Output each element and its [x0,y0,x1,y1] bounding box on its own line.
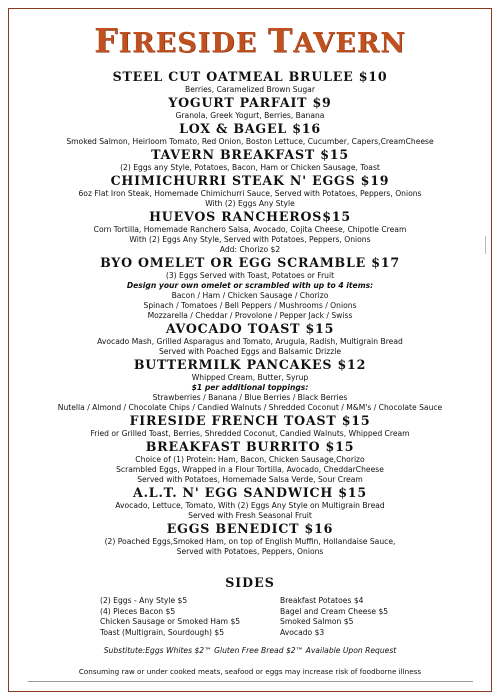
item-desc: Served with Poached Eggs and Balsamic Drizzle [158,347,342,356]
item-name: HUEVOS RANCHEROS$15 [149,209,351,224]
side-item: (4) Pieces Bacon $5 [100,606,176,616]
item-desc: With (2) Eggs Any Style [205,199,295,208]
item-desc: Served with Potatoes, Peppers, Onions [176,547,324,556]
menu-item [18,485,482,521]
item-desc: Mozzarella / Cheddar / Provolone / Pepper Jack / Swiss [147,311,353,320]
item-desc: Bacon / Ham / Chicken Sausage / Chorizo [171,291,329,300]
side-item: (2) Eggs - Any Style $5 [100,596,188,605]
item-name: STEEL CUT OATMEAL BRULEE $10 [112,69,388,84]
item-desc: Served with Fresh Seasonal Fruit [188,511,312,520]
item-name: FIRESIDE FRENCH TOAST $15 [129,413,371,428]
item-desc: Choice of (1) Protein: Ham, Bacon, Chicken Sausage,Chorizo [135,455,365,464]
menu-item [18,439,482,485]
substitute-note: Substitute:Eggs Whites $2™ Gluten Free Bread $2™ Available Upon Request [103,646,397,655]
menu-item [18,357,482,413]
foodborne-warning: Consuming raw or under cooked meats, seafood or eggs may increase risk of foodborne illness [78,667,422,676]
sides-list [18,596,482,638]
footer-rule [28,681,473,682]
menu-item [18,95,482,121]
item-name: A.L.T. N' EGG SANDWICH $15 [133,485,367,500]
item-name: BYO OMELET OR EGG SCRAMBLE $17 [100,255,400,270]
title-part-1: IRESIDE [118,28,268,59]
side-item: Avocado $3 [280,627,325,637]
item-desc: (2) Eggs any Style, Potatoes, Bacon, Ham or Chicken Sausage, Toast [120,163,380,172]
side-item: Smoked Salmon $5 [280,617,354,626]
side-item: Toast (Multigrain, Sourdough) $5 [100,627,225,637]
item-desc: Avocado, Lettuce, Tomato, With (2) Eggs Any Style on Multigrain Bread [115,501,385,510]
item-note: Design your own omelet or scrambled with up to 4 items: [126,281,374,290]
item-desc: Corn Tortilla, Homemade Ranchero Salsa, Avocado, Cojita Cheese, Chipotle Cream [93,225,407,234]
item-name: LOX & BAGEL $16 [179,121,321,136]
item-name: AVOCADO TOAST $15 [165,321,335,336]
item-desc: Nutella / Almond / Chocolate Chips / Candied Walnuts / Shredded Coconut / M&M's / Chocolate Sauce [57,403,443,412]
item-desc: Scrambled Eggs, Wrapped in a Flour Tortilla, Avocado, CheddarCheese [116,465,384,474]
item-desc: Served with Potatoes, Homemade Salsa Verde, Sour Cream [137,475,363,484]
menu-item [18,209,482,255]
menu-item [18,321,482,357]
side-item: Bagel and Cream Cheese $5 [280,606,389,616]
item-note: $1 per additional toppings: [191,383,309,392]
side-item: Chicken Sausage or Smoked Ham $5 [100,617,241,626]
item-name: BUTTERMILK PANCAKES $12 [133,357,367,372]
menu-item [18,413,482,439]
menu-item [18,173,482,209]
side-item: Breakfast Potatoes $4 [280,596,364,605]
item-name: BREAKFAST BURRITO $15 [145,439,355,454]
title-cap-t: T [267,21,294,60]
item-desc: Spinach / Tomatoes / Bell Peppers / Mushrooms / Onions [143,301,357,310]
item-desc: Whipped Cream, Butter, Syrup [191,373,309,382]
item-desc: (2) Poached Eggs,Smoked Ham, on top of English Muffin, Hollandaise Sauce, [104,537,396,546]
item-desc: Smoked Salmon, Heirloom Tomato, Red Onion, Boston Lettuce, Cucumber, Capers,CreamCheese [66,137,434,146]
item-desc: 6oz Flat Iron Steak, Homemade Chimichurri Sauce, Served with Potatoes, Peppers, Onions [78,189,422,198]
item-desc: With (2) Eggs Any Style, Served with Potatoes, Peppers, Onions [129,235,371,244]
sides-title: SIDES [225,575,275,590]
item-desc: Avocado Mash, Grilled Asparagus and Tomato, Arugula, Radish, Multigrain Bread [97,337,403,346]
menu-item [18,69,482,95]
menu-item [18,521,482,557]
item-desc: Fried or Grilled Toast, Berries, Shredded Coconut, Candied Walnuts, Whipped Cream [90,429,410,438]
sides-left-column [100,596,260,638]
item-name: YOGURT PARFAIT $9 [168,95,332,110]
item-desc: (3) Eggs Served with Toast, Potatoes or Fruit [165,271,335,280]
item-desc: Berries, Caramelized Brown Sugar [185,85,315,94]
title-part-2: AVERN [293,28,406,59]
item-name: TAVERN BREAKFAST $15 [151,147,349,162]
item-desc: Granola, Greek Yogurt, Berries, Banana [175,111,325,120]
item-name: CHIMICHURRI STEAK N' EGGS $19 [110,173,390,188]
sides-right-column [280,596,400,638]
item-desc: Add: Chorizo $2 [219,245,281,254]
item-desc: Strawberries / Banana / Blue Berries / Black Berries [152,393,348,402]
menu-title [18,21,482,61]
menu-item [18,255,482,321]
title-cap-f: F [94,21,119,60]
item-name: EGGS BENEDICT $16 [166,521,334,536]
menu-page [8,8,492,692]
menu-item [18,147,482,173]
menu-item [18,121,482,147]
